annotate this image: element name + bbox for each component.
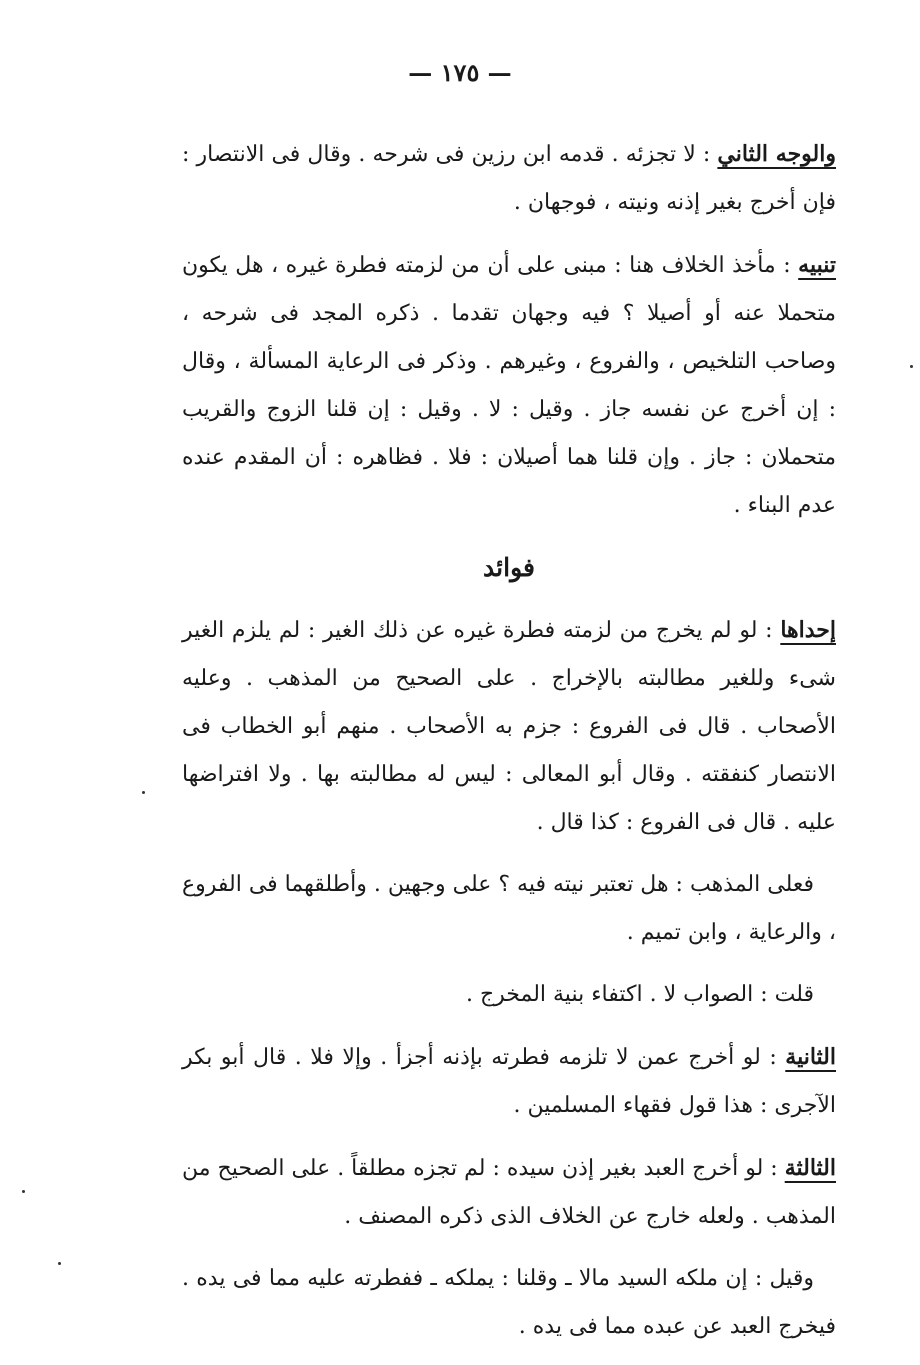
benefit-lead: إحداها bbox=[780, 617, 836, 643]
benefit-second bbox=[182, 1033, 836, 1130]
paragraph-note bbox=[182, 241, 836, 530]
scan-speck bbox=[22, 1190, 25, 1193]
benefit-text: فعلى المذهب : هل تعتبر نيته فيه ؟ على وجهين . وأطلقهما فى الفروع ، والرعاية ، وابن تميم . bbox=[182, 872, 836, 945]
scan-speck bbox=[910, 365, 913, 368]
page-number: — ١٧٥ — bbox=[408, 58, 512, 87]
benefit-continuation bbox=[182, 861, 836, 957]
benefit-text: : لو أخرج عمن لا تلزمه فطرته بإذنه أجزأ . وإلا فلا . قال أبو بكر الآجرى : هذا قول فقهاء المسلمين . bbox=[182, 1045, 836, 1118]
benefit-text: : لو لم يخرج من لزمته فطرة غيره عن ذلك الغير : لم يلزم الغير شىء وللغير مطالبته بالإخراج . على الصحيح من المذهب . وعليه الأصحاب . قال فى الفروع : جزم به الأصحاب . منهم أبو الخطاب فى الانتصار كنفقته . وقال أبو المعالى : ليس له مطالبته بها . ولا افتراضها عليه . قال فى الفروع : كذا قال . bbox=[182, 618, 836, 835]
paragraph-lead: والوجه الثاني bbox=[717, 141, 836, 167]
scan-speck bbox=[142, 791, 145, 794]
benefit-third bbox=[182, 1144, 836, 1241]
page-body bbox=[182, 130, 836, 1365]
section-heading: فوائد bbox=[483, 553, 535, 582]
paragraph-text: : لا تجزئه . قدمه ابن رزين فى شرحه . وقال فى الانتصار : فإن أخرج بغير إذنه ونيته ، فوجهان . bbox=[182, 142, 836, 215]
paragraph-text: : مأخذ الخلاف هنا : مبنى على أن من لزمته فطرة غيره ، هل يكون متحملا عنه أو أصيلا ؟ فيه وجهان تقدما . ذكره المجد فى شرحه ، وصاحب التلخيص ، والفروع ، وغيرهم . وذكر فى الرعاية المسألة ، وقال : إن أخرج عن نفسه جاز . وقيل : لا . وقيل : إن قلنا الزوج والقريب متحملان : جاز . وإن قلنا هما أصيلان : فلا . فظاهره : أن المقدم عنده عدم البناء . bbox=[182, 253, 837, 518]
benefit-text: : لو أخرج العبد بغير إذن سيده : لم تجزه مطلقاً . على الصحيح من المذهب . ولعله خارج عن الخلاف الذى ذكره المصنف . bbox=[182, 1156, 836, 1229]
benefit-remark bbox=[182, 971, 836, 1019]
benefit-text: قلت : الصواب لا . اكتفاء بنية المخرج . bbox=[465, 982, 814, 1007]
benefit-text: وقيل : إن ملكه السيد مالا ـ وقلنا : يملكه ـ ففطرته عليه مما فى يده . فيخرج العبد عن عبده مما فى يده . bbox=[182, 1266, 836, 1339]
scan-speck bbox=[58, 1262, 61, 1265]
benefit-third-continuation bbox=[182, 1255, 836, 1351]
paragraph-lead: تنبيه bbox=[798, 252, 836, 278]
paragraph-second-aspect bbox=[182, 130, 836, 227]
benefit-lead: الثالثة bbox=[784, 1155, 836, 1181]
benefit-first bbox=[182, 606, 836, 847]
benefit-lead: الثانية bbox=[785, 1044, 836, 1070]
